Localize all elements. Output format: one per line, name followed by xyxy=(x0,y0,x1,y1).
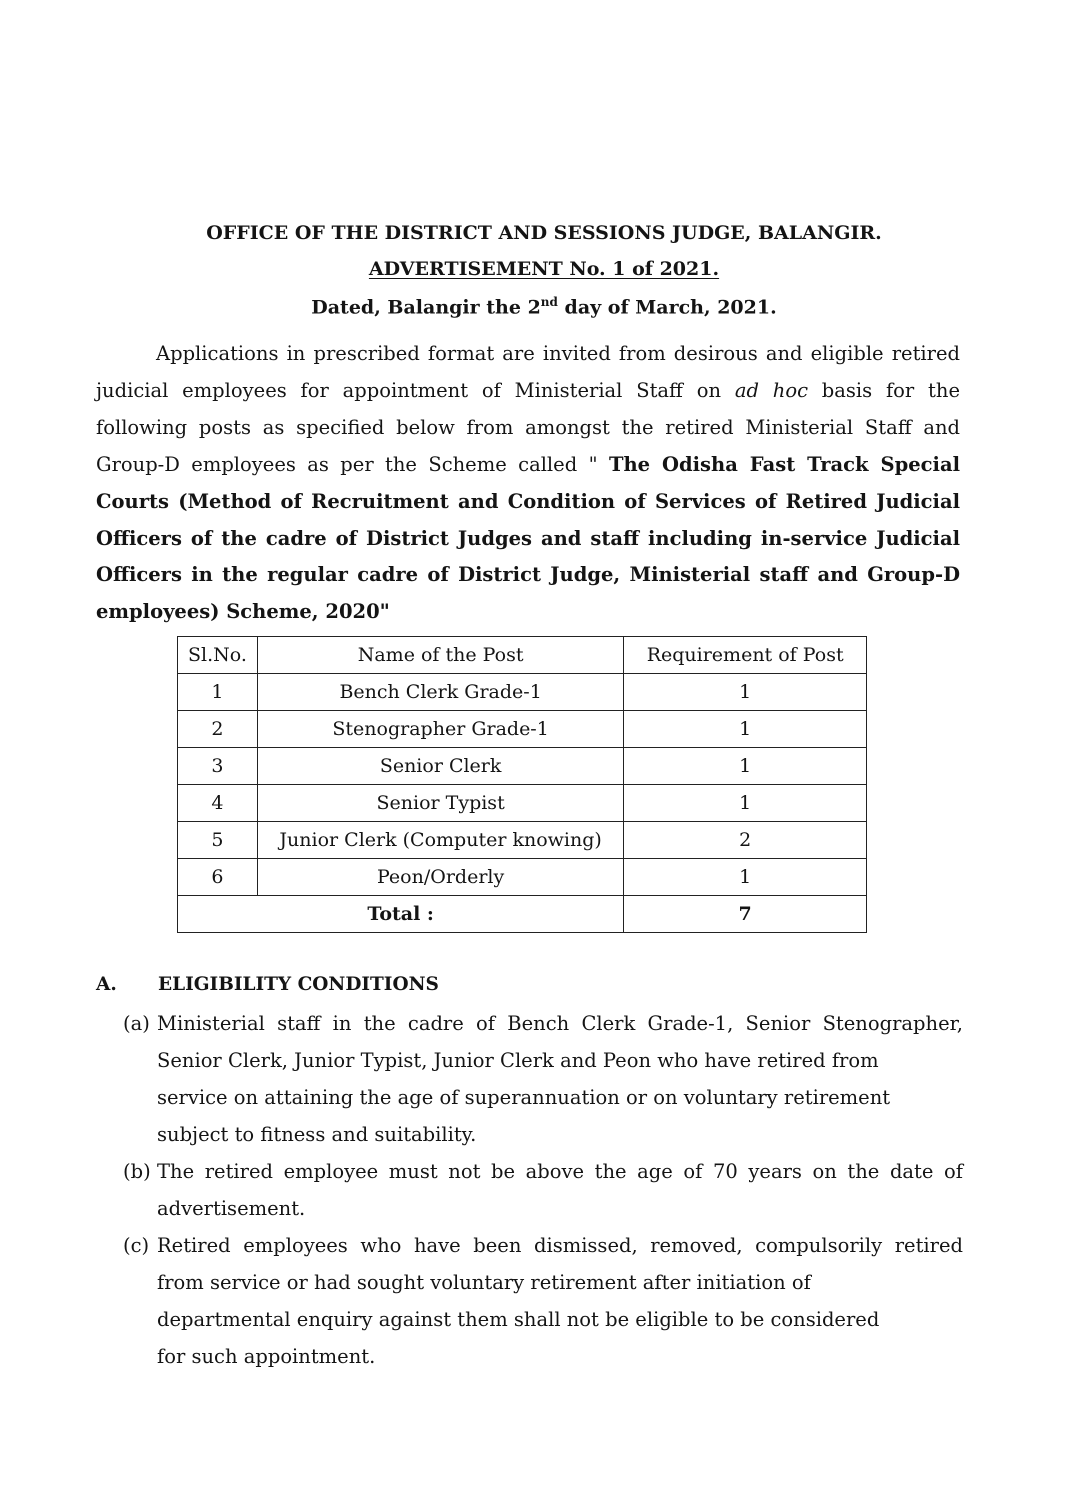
cell-post-name: Senior Clerk xyxy=(257,748,623,785)
item-line: subject to fitness and suitability. xyxy=(157,1123,477,1146)
item-line: Ministerial staff in the cadre of Bench Clerk Grade-1, Senior Stenographer, xyxy=(157,1012,963,1035)
cell-post-name: Junior Clerk (Computer knowing) xyxy=(257,822,623,859)
table-header-row xyxy=(178,637,867,674)
cell-requirement: 1 xyxy=(624,748,867,785)
cell-requirement: 1 xyxy=(624,674,867,711)
header-requirement: Requirement of Post xyxy=(624,637,867,674)
eligibility-item-c xyxy=(123,1227,963,1375)
item-line: for such appointment. xyxy=(157,1345,376,1368)
table-row xyxy=(178,674,867,711)
table-total-row xyxy=(178,896,867,933)
cell-post-name: Senior Typist xyxy=(257,785,623,822)
item-line: Senior Clerk, Junior Typist, Junior Clerk and Peon who have retired from xyxy=(157,1049,879,1072)
intro-paragraph: Applications in prescribed format are invited from desirous and eligible retired judicial employees for appointment of Ministerial Staff on ad hoc basis for the following posts as specified below from amongst the retired Ministerial Staff and Group-D employees as per the Scheme called " The Odisha Fast Track Special Courts (Method of Recruitment and Condition of Services of Retired Judicial Officers of the cadre of District Judges and staff including in-service Judicial Officers in the regular cadre of District Judge, Ministerial staff and Group-D employees) Scheme, 2020" xyxy=(96,342,960,624)
office-heading: OFFICE OF THE DISTRICT AND SESSIONS JUDGE, BALANGIR. xyxy=(206,222,882,244)
table-row xyxy=(178,822,867,859)
item-line: from service or had sought voluntary retirement after initiation of xyxy=(157,1271,811,1294)
cell-requirement: 2 xyxy=(624,822,867,859)
item-line: departmental enquiry against them shall not be eligible to be considered xyxy=(157,1308,880,1331)
section-letter: A. xyxy=(96,974,117,995)
cell-requirement: 1 xyxy=(624,711,867,748)
item-line: The retired employee must not be above the age of 70 years on the date of xyxy=(157,1160,963,1183)
header-slno: Sl.No. xyxy=(178,637,258,674)
dated-line: Dated, Balangir the 2nd day of March, 2021. xyxy=(311,295,777,319)
cell-slno: 2 xyxy=(178,711,258,748)
item-label: (b) xyxy=(123,1160,151,1183)
eligibility-item-b xyxy=(123,1153,963,1227)
scheme-name: The Odisha Fast Track Special Courts (Method of Recruitment and Condition of Services of Retired Judicial Officers of the cadre of District Judges and staff including in-service Judicial Officers in the regular cadre of District Judge, Ministerial staff and Group-D employees) Scheme, 2020" xyxy=(96,452,960,624)
table-row xyxy=(178,785,867,822)
ad-hoc-text: ad hoc xyxy=(734,378,808,402)
item-line: Retired employees who have been dismissed, removed, compulsorily retired xyxy=(157,1234,963,1257)
cell-post-name: Peon/Orderly xyxy=(257,859,623,896)
posts-table xyxy=(177,636,867,933)
item-label: (a) xyxy=(123,1012,150,1035)
item-line: advertisement. xyxy=(157,1197,306,1220)
cell-requirement: 1 xyxy=(624,785,867,822)
header-post-name: Name of the Post xyxy=(257,637,623,674)
table-row xyxy=(178,859,867,896)
item-label: (c) xyxy=(123,1234,150,1257)
item-line: service on attaining the age of superannuation or on voluntary retirement xyxy=(157,1086,891,1109)
total-value: 7 xyxy=(624,896,867,933)
table-row xyxy=(178,748,867,785)
total-label: Total : xyxy=(178,896,624,933)
eligibility-item-a xyxy=(123,1005,963,1153)
cell-slno: 5 xyxy=(178,822,258,859)
advertisement-number: ADVERTISEMENT No. 1 of 2021. xyxy=(368,258,720,280)
cell-requirement: 1 xyxy=(624,859,867,896)
section-title: ELIGIBILITY CONDITIONS xyxy=(158,974,439,995)
table-row xyxy=(178,711,867,748)
cell-post-name: Bench Clerk Grade-1 xyxy=(257,674,623,711)
cell-slno: 3 xyxy=(178,748,258,785)
cell-slno: 1 xyxy=(178,674,258,711)
cell-post-name: Stenographer Grade-1 xyxy=(257,711,623,748)
cell-slno: 4 xyxy=(178,785,258,822)
cell-slno: 6 xyxy=(178,859,258,896)
